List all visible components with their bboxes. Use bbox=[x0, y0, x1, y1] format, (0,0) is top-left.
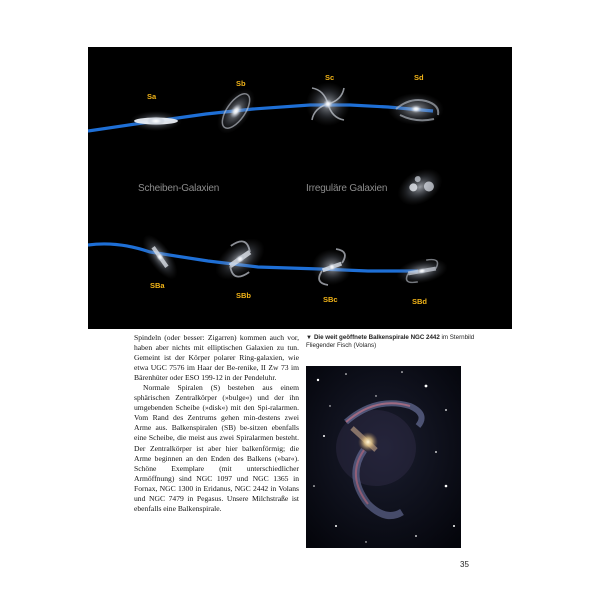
label-sba: SBa bbox=[150, 281, 165, 290]
label-sbc: SBc bbox=[323, 295, 338, 304]
galaxy-sa bbox=[130, 111, 182, 131]
label-sb: Sb bbox=[236, 79, 246, 88]
galaxy-irregular bbox=[391, 161, 449, 213]
body-text-column bbox=[134, 333, 299, 514]
section-disk-galaxies: Scheiben-Galaxien bbox=[138, 183, 220, 194]
galaxy-sb bbox=[210, 82, 263, 141]
galaxy-sbd bbox=[394, 255, 449, 288]
galaxy-sc bbox=[306, 82, 350, 126]
caption-title: Die weit geöffnete Balkenspirale NGC 2442 bbox=[313, 334, 440, 341]
galaxy-sbb bbox=[208, 230, 272, 288]
ngc-2442-photo bbox=[306, 366, 461, 548]
photo-caption bbox=[306, 334, 476, 351]
label-sbb: SBb bbox=[236, 291, 251, 300]
ngc-2442-image bbox=[306, 366, 461, 548]
label-sa: Sa bbox=[147, 92, 157, 101]
caption-text: im Sternbild Fliegender Fisch (Volans) bbox=[306, 334, 475, 350]
section-irregular-galaxies: Irreguläre Galaxien bbox=[306, 183, 388, 194]
label-sc: Sc bbox=[325, 73, 335, 82]
galaxy-sbc bbox=[312, 249, 352, 285]
body-paragraph-1: Spindeln (oder besser: Zigarren) kommen auch vor, haben aber nichts mit elliptischen Galaxien zu tun. Gemeint ist der Körper polarer Ring-galaxien, wie etwa UGC 7576 im Haar der Be-renike, II Zw 73 im Bärenhüter oder ESO 199-12 in der Pendeluhr. bbox=[134, 333, 299, 383]
galaxy-sd bbox=[388, 93, 444, 125]
body-paragraph-2: Normale Spiralen (S) bestehen aus einem sphärischen Zentralkörper (»bulge«) und der ihn umgebenden Scheibe (»disk«) mit den Spi-ralarmen. Vom Rand des Zentrums gehen min-destens zwei Arme aus. Balkenspiralen (SB) be-sitzen ebenfalls eine Scheibe, die meist aus zwei Spiralarmen besteht. Der Zentralkörper ist aber hier balkenförmig; die Arme beginnen an den Enden des Balkens (»bar«). Schöne Exemplare (mit unterschiedlicher Armöffnung) sind NGC 1097 und NGC 1365 in Fornax, NGC 1300 in Eridanus, NGC 2442 in Volans und NGC 7479 in Pegasus. Unsere Milchstraße ist ebenfalls eine Balkenspirale. bbox=[134, 383, 299, 513]
label-sbd: SBd bbox=[412, 297, 427, 306]
page-number: 35 bbox=[460, 560, 469, 569]
hubble-sequence-figure bbox=[88, 47, 512, 329]
label-sd: Sd bbox=[414, 73, 424, 82]
caption-triangle-icon: ▼ bbox=[306, 335, 312, 341]
